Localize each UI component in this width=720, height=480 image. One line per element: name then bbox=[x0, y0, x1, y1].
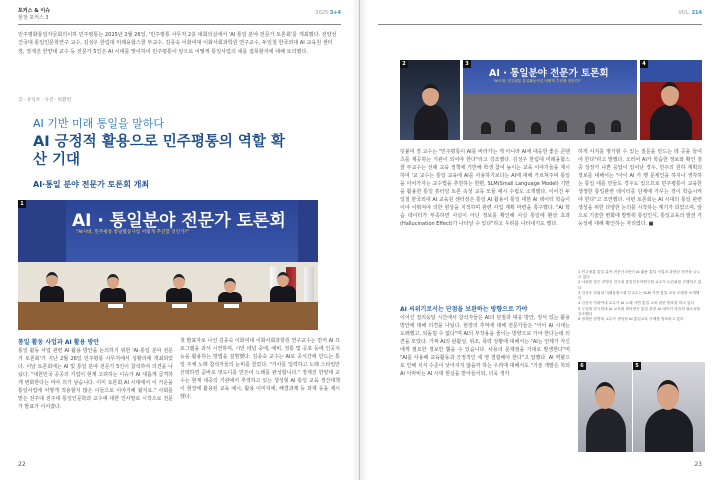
event-screen bbox=[463, 60, 637, 94]
photo-panelist-b bbox=[633, 362, 705, 452]
panelist-head bbox=[173, 274, 185, 289]
page-number: 22 bbox=[18, 461, 26, 468]
body-column-2: 첫 발표자로 나선 김종숙 이화여대 이화사회과학원 연구교수는 먼저 AI 프로그램을 과서 시연하며, 시만 테넘 중에, 예비, 정통 및 공포 등에 인공지능을 활용하는 방법을 설명했다. 김종숙 교수는 AI로 공식간에 만드는 통일 주체 노래 참석자들의 눈비를 끌었다. "가사를 입력하고 노래 스타일만 선택하면 곧바로 멋도디를 만든어 노래를 완성합니다." 정재진 한양대 교수는 현재 대중의 기관에서 추적하고 있는 생성형 AI 통일 교육 생산대책이 현장에 활용된 교육 예시, 활용 이미지에, 해결과제 등 과제 등을 제시했다. bbox=[180, 338, 340, 400]
body-column-1b: 이어진 질의응답 시간에서 참석자들은 AI의 단점과 대응 방안, 정서 있는 활용방안에 대해 의견을 나눴다. 현장의 추억에 대해 전문가들은 "아이 AI 시대는 도래했고, 되돌릴 수 없다"며 AI의 부작용을 줄이는 방향으로 가야 한다는데 의견을 모았다. 가짜 AI의 판활성, 위조, 폭력 상황에 대해서는 "AI는 언제가 자신에게 필요한 정보만 뽑을 수 있습니다. 사용의 문제점을 기대로 발생한다"며 "AI를 사용해 교육활동과 긍정적인 세 영 결합해야 한다"고 답했다. AI 역할으로 인해 지식 수준이 낮아지지 않을까 하는 우려에 대해서도 "기술 개발은 하되 AI 이마비는 AI 시대 현실을 받아들이되, 더욱 생각 bbox=[400, 315, 570, 377]
issue-vol-label: VOL. bbox=[678, 10, 690, 16]
name-plate bbox=[172, 304, 187, 308]
photo-number: 3 bbox=[463, 60, 471, 68]
byline: 글 · 유덕쏘 · 사진 · 한환빈 bbox=[18, 98, 72, 103]
photo-panelist-a bbox=[578, 362, 632, 452]
audience-member bbox=[585, 122, 595, 134]
photo-venue bbox=[463, 60, 637, 140]
kicker: AI 기반 미래 통일을 말하다 bbox=[33, 117, 165, 130]
photo-moderator bbox=[400, 60, 460, 140]
audience-member bbox=[611, 120, 621, 132]
issue-year: 2025 bbox=[315, 10, 329, 16]
issue-label bbox=[316, 10, 341, 16]
book-spine bbox=[352, 0, 368, 480]
photo-number: 6 bbox=[578, 362, 586, 370]
caption-item: 5 두일철 한국외대 AI 교육원 센터장은 통일 관련 AI 데이터 학습의 필요성을 강조했다 bbox=[578, 306, 701, 316]
desk bbox=[18, 302, 318, 330]
section-heading: 통일 활동 사업과 AI 활용 방안 bbox=[18, 339, 100, 346]
caption-item: 1 민주평통 통일 분야 전문가 5인이 AI 활용 통일 사업과 관련한 의견을 나누고 있다 bbox=[578, 270, 701, 280]
photo-number: 1 bbox=[18, 200, 26, 208]
caption-item: 2 사회를 맡은 전영선 건국대 통일인문학연구원 교수가 토론회를 진행하고 있다 bbox=[578, 280, 702, 290]
photo-number: 5 bbox=[633, 362, 641, 370]
panelist-head bbox=[46, 272, 58, 287]
header-divider bbox=[378, 24, 702, 25]
issue-month: 3+4 bbox=[329, 10, 341, 16]
photo-number: 2 bbox=[400, 60, 408, 68]
section-label bbox=[18, 8, 50, 22]
section-heading: AI 씨위기로서는 단점을 보완하는 방향으로 가야 bbox=[400, 306, 528, 313]
screen-subtitle: "AI시대, 민주평통 통일활동사업 어떻게 추진할 것인가?" bbox=[493, 79, 582, 83]
photo-captions bbox=[578, 270, 702, 323]
issue-label bbox=[678, 10, 702, 16]
speaker bbox=[650, 104, 692, 140]
audience-member bbox=[481, 122, 491, 134]
photo-number: 4 bbox=[640, 60, 648, 68]
right-page bbox=[360, 0, 720, 480]
audience-member bbox=[505, 120, 515, 132]
screen-subtitle: "AI시대, 민주평통 통일활동사업 어떻게 추진할 것인가?" bbox=[76, 230, 190, 235]
speaker-face bbox=[661, 82, 679, 106]
header-divider bbox=[18, 24, 341, 25]
body-column-2: 하게 사지를 명가할 수 있는 질문을 만드는 데 공을 들여야 한다"라고 말했다. 오러어 AI가 학습한 정보와 확인 검증 성장가 나쁜 응답이 일어난 경우, 민주의 원하 계획의 정보를 대해서는 "아이 AI 가 행 문제인을 하지나 생각하는 통일 대를 만들도 경우도 있으므로 민주평통이 교육한 생생한 통일관련 데이터를 단계에 가꾸는 것이 학습시켜야 한다"고 조언했다. 이번 토론회는 AI 시대의 통일 관련 생성을 위한 다양한 논의를 시작하는 계기가 되었으며, 앞으로 기술한 변화에 발맞춰 통일인식, 통일교육의 발전 가능성에 대해 확인하는 자리였다. ■ bbox=[578, 149, 702, 227]
screen-title: AI · 통일분야 전문가 토론회 bbox=[489, 68, 609, 79]
section-subtitle: 현장 포커스 3 bbox=[18, 15, 49, 21]
speaker bbox=[586, 408, 626, 452]
body-column-1: 덧붙여 정 교수는 "민주평통이 AI를 바라가는 게 아니라 AI에 대응한 좋은 콘텐츠를 제공하는 기관이 되어야 한다"라고 강조했다. 김성우 한림대 미래융합스쿨 부교수는 선례 교육 정책에 기반해 학생 참여 높이는 교육 이야기들을 제시하여 '교 교수는 통일 교육에 AI를 사용하기보다는 AI에 대해 가르쳐주며 통일을 이어가자는 교수법을 추천하는 한편, SLM(Small Language Model) 기반을 활용한 통일 튜터링 토론 속성 교육 모듈 예시 수립도 소개했다. 이어진 두 일철 한국외대 AI 교육원 센터장은 통일 AI 활용이 통일 대한 AI 데이터 학습이 이야 이뤄져야 의한 현상을 지적하며 관련 사업 계획 마련을 촉구했다. "AI 학습 데이터가 부족하면 사실이 아닌 정보를 확인해 사실 통일에 환상 효과(Hallucination Effect)가 나타날 수 있다"라고 우려를 나타내기도 했다. bbox=[400, 149, 570, 227]
backdrop bbox=[640, 60, 702, 82]
caption-item: 6 정재진 한양대 교수가 생성형 AI 통일교육 사례를 발표하고 있다 bbox=[578, 317, 684, 322]
name-plate bbox=[224, 304, 239, 308]
audience-member bbox=[557, 120, 567, 132]
speaker-face bbox=[422, 84, 439, 106]
name-plate bbox=[108, 304, 123, 308]
panelist-head bbox=[224, 278, 236, 293]
caption-item: 3 김성우 한림대 미래융합스쿨 부교수는 SLM 기반 통일 교육 모델을 소개했다 bbox=[578, 290, 700, 301]
caption-item: 4 김종숙 이화여대 교수가 AI 노래 시연 통일 교육 관련 발표를 하고 있다 bbox=[578, 301, 695, 306]
event-screen bbox=[66, 200, 298, 262]
page-number: 23 bbox=[694, 461, 702, 468]
panelist-head bbox=[277, 272, 289, 287]
issue-vol-number: 214 bbox=[691, 10, 702, 16]
audience-area bbox=[463, 94, 637, 140]
speaker bbox=[414, 104, 448, 140]
speaker bbox=[645, 408, 693, 452]
headline: AI 긍정적 활용으로 민주평통의 역할 확산 기대 bbox=[33, 134, 285, 168]
audience-member bbox=[531, 122, 541, 134]
subheadline: AI·통일 분야 전문가 토론회 개최 bbox=[33, 180, 150, 189]
section-title: 포커스 & 이슈 bbox=[18, 8, 50, 14]
panelist-head bbox=[107, 274, 119, 289]
photo-speaker bbox=[640, 60, 702, 140]
lead-paragraph: 민주평화통일자문회의이하 민주평통는 2025년 2월 26일, '민주평통 사무처 2층 대회의실에서 'AI 통일 분야 전문가 토론회'를 개최했다. 전양선 건국대 통일인문학연구 교수, 김성우 한림대 미래융합스쿨 부교수, 김종숙 이화여대 이화사회과학원 연구교수, 두일철 한국외대 AI 교육원 센터장, 정재진 한양대 교수 등 전문가 5인은 AI 시대를 맞이하여 민주평통이 앞으로 어떻게 통일사업의 새를 접목할지에 대해 토의했다. bbox=[18, 32, 337, 55]
screen-title: AI · 통일분야 전문가 토론회 bbox=[72, 211, 286, 231]
body-column-1: 통일 활동 사업 관련 AI 활용 방안을 논의하기 위한 'AI·통일 분야 전문가 토론회'가 지난 2월 26일 민주평통 사무처에서 성황리에 개최되었다. 이날 토론회에는 AI 및 통일 분야 전문가 5인이 참석하여 의견을 나눴다. "대한민국 공공의 기업이 현재 고려하는 이슈가 AI 새롭게 급격하게 변화한다는 여야 의가 남습니다. 이미 토론회 AI 시대에서 이 가운을 통일사업에 어떻게 적용할지 많은 이들으로 이야기해 왔지요." 사회를 맡은 전주대 전주대 통일인문학과 교수에 대한 인사말로 시작으로 전문가 발표가 이어졌다. bbox=[18, 348, 173, 410]
photo-panel-discussion bbox=[18, 200, 318, 330]
speaker-face bbox=[657, 380, 679, 410]
speaker-face bbox=[595, 382, 615, 409]
